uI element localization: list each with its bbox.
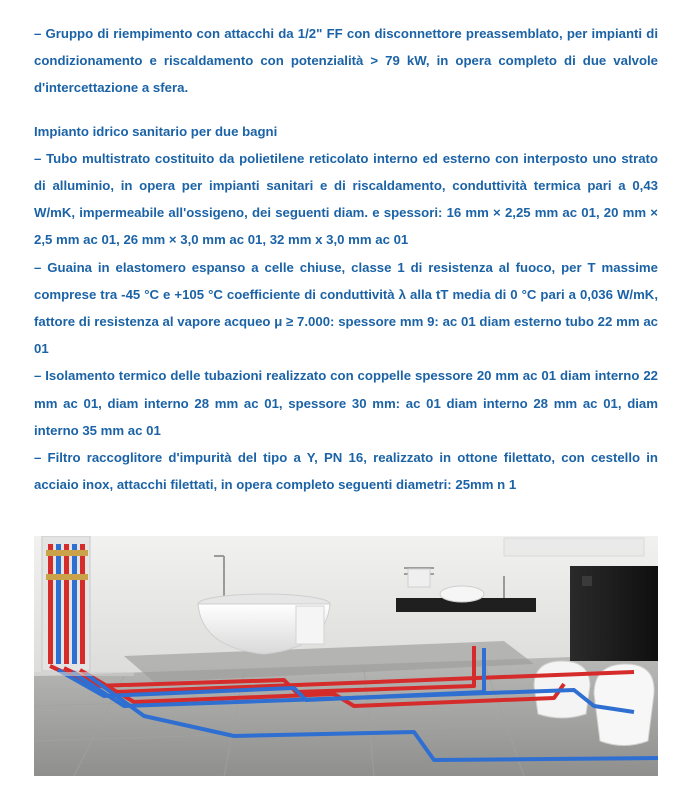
bathroom-plumbing-illustration — [34, 536, 658, 776]
paragraph-y-filter: – Filtro raccoglitore d'impurità del tipo a Y, PN 16, realizzato in ottone filettato, con cestello in acciaio inox, attacchi filettati, in opera completo seguenti diametri: 25mm n 1 — [34, 450, 658, 493]
paragraph-multilayer-pipe: – Tubo multistrato costituito da polietilene reticolato interno ed esterno con interposto uno strato di alluminio, in opera per impianti sanitari e di riscaldamento, conduttività termica pari a 0,43 W/mK, impermeabile all'ossigeno, dei seguenti diam. e spessori: 16 mm × 2,25 mm ac 01, 20 mm × 2,5 mm ac 01, 26 mm × 3,0 mm ac 01, 32 mm x 3,0 mm ac 01 — [34, 150, 658, 248]
paragraph-elastomer-sheath: – Guaina in elastomero espanso a celle chiuse, classe 1 di resistenza al fuoco, per T massime comprese tra -45 °C e +105 °C coefficiente di conduttività λ alla tT media di 0 °C pari a 0,036 W/mK, fattore di resistenza al vapore acqueo μ ≥ 7.000: spessore mm 9: ac 01 diam esterno tubo 22 mm ac 01 — [34, 259, 658, 357]
section-heading: Impianto idrico sanitario per due bagni — [34, 123, 278, 139]
paragraph-thermal-insulation: – Isolamento termico delle tubazioni realizzato con coppelle spessore 20 mm ac 01 diam interno 22 mm ac 01, diam interno 28 mm ac 01, spessore 30 mm: ac 01 diam interno 28 mm ac 01, diam interno 35 mm ac 01 — [34, 368, 658, 438]
manifold-pipes — [46, 544, 88, 664]
towel-rail — [404, 568, 434, 587]
paragraph-filling-unit: – Gruppo di riempimento con attacchi da 1/2" FF con disconnettore preassemblato, per impianti di condizionamento e riscaldamento con potenzialità > 79 kW, in opera completo di due valvole d'intercettazione a sfera. — [34, 26, 658, 96]
document-body — [34, 20, 658, 498]
